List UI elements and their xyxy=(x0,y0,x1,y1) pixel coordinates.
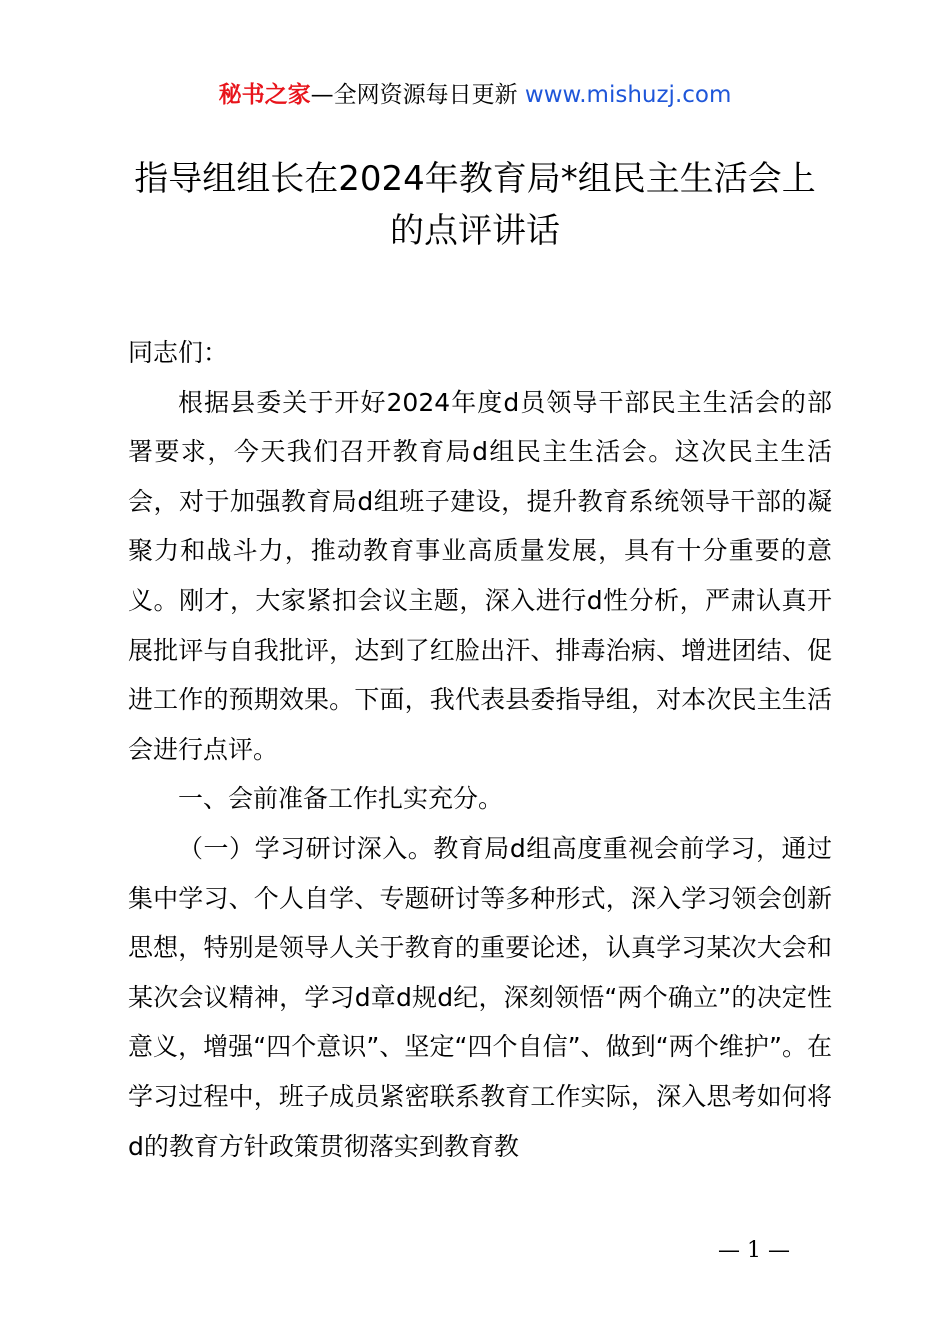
site-url-link[interactable]: www.mishuzj.com xyxy=(524,82,732,108)
site-header xyxy=(0,78,950,112)
site-name: 秘书之家 xyxy=(218,82,311,108)
section-heading-1: 一、会前准备工作扎实充分。 xyxy=(178,784,504,814)
document-title xyxy=(110,153,840,257)
paragraph-study: （一）学习研讨深入。教育局d组高度重视会前学习，通过集中学习、个人自学、专题研讨等多种形式，深入学习领会创新思想，特别是领导人关于教育的重要论述，认真学习某次大会和某次会议精神，学习d章d规d纪，深刻领悟“两个确立”的决定性意义，增强“四个意识”、坚定“四个自信”、做到“两个维护”。在学习过程中，班子成员紧密联系教育工作实际，深入思考如何将d的教育方针政策贯彻落实到教育教 xyxy=(128,833,832,1161)
salutation: 同志们： xyxy=(128,338,229,367)
title-line-1: 指导组组长在2024年教育局*组民主生活会上 xyxy=(134,159,816,199)
page-number: — 1 — xyxy=(718,1238,790,1263)
paragraph-intro: 根据县委关于开好2024年度d员领导干部民主生活会的部署要求，今天我们召开教育局d组民主生活会。这次民主生活会，对于加强教育局d组班子建设，提升教育系统领导干部的凝聚力和战斗力，推动教育事业高质量发展，具有十分重要的意义。刚才，大家紧扣会议主题，深入进行d性分析，严肃认真开展批评与自我批评，达到了红脸出汗、排毒治病、增进团结、促进工作的预期效果。下面，我代表县委指导组，对本次民主生活会进行点评。 xyxy=(128,387,832,764)
document-body xyxy=(128,328,832,1171)
header-dash: — xyxy=(310,82,334,108)
title-line-2: 的点评讲话 xyxy=(390,211,560,251)
site-slogan: 全网资源每日更新 xyxy=(333,82,525,108)
